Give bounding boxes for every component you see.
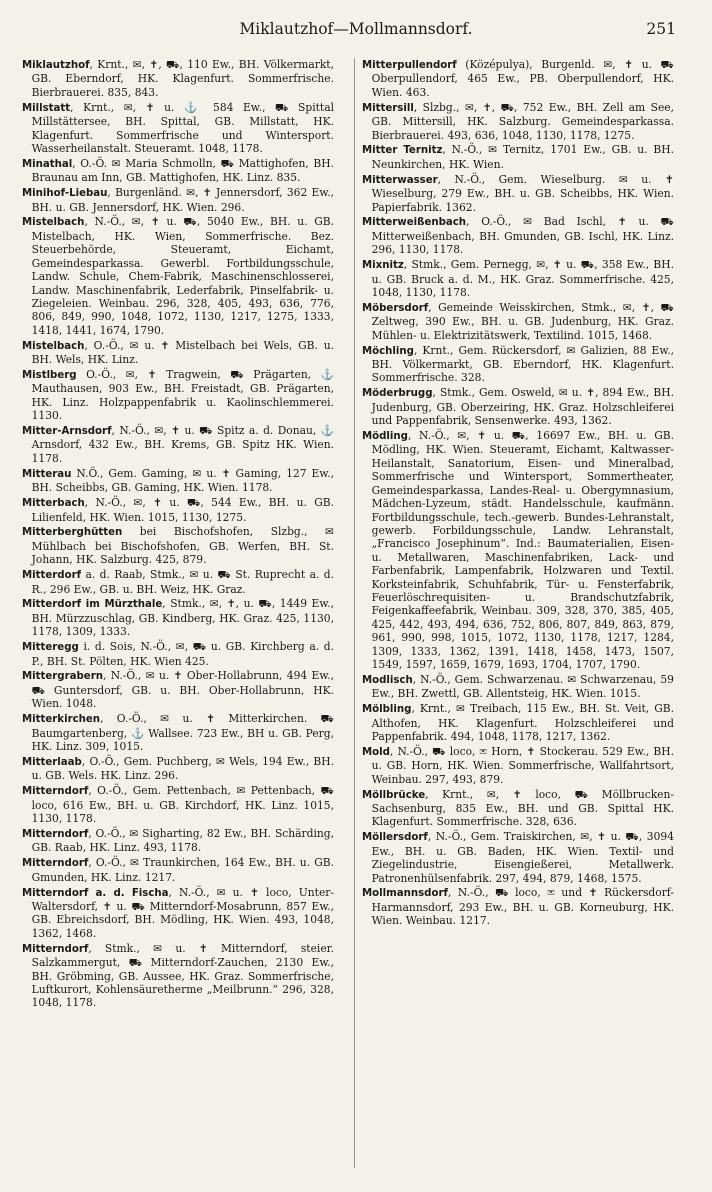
gazetteer-entry [22, 101, 334, 156]
entry-description: (Középulya), Burgenld. ✉, ✝ u. ⛟ Oberpullendorf, 465 Ew., PB. Oberpullendorf, HK. Wien. 463. [371, 58, 674, 99]
entry-description: a. d. Raab, Stmk., ✉ u. ⛟ St. Ruprecht a. d. R., 296 Ew., GB. u. BH. Weiz, HK. Graz. [31, 568, 334, 596]
gazetteer-entry [22, 712, 334, 753]
entry-place-name: Millstatt [22, 102, 71, 114]
gazetteer-entry [362, 101, 674, 142]
gazetteer-entry [362, 886, 674, 927]
gazetteer-entry [22, 640, 334, 668]
entry-description: bei Bischofshofen, Slzbg., ✉ Mühlbach bei Bischofshofen, GB. Werfen, BH. St. Johann, HK. Salzburg. 425, 879. [31, 525, 334, 567]
left-column [22, 58, 334, 1011]
page-header [36, 14, 676, 44]
entry-place-name: Mittergrabern [22, 671, 103, 683]
entry-place-name: Mitterdorf im Mürzthale [22, 599, 163, 611]
entry-place-name: Mitter Ternitz [362, 145, 443, 157]
entry-place-name: Mitterau [22, 468, 72, 480]
gazetteer-entry [22, 467, 334, 495]
entry-place-name: Minathal [22, 158, 73, 170]
entry-place-name: Mitterbach [22, 498, 85, 510]
entry-description: , O.-Ö., ✉ u. ✝ Mistelbach bei Wels, GB. u. BH. Wels, HK. Linz. [31, 338, 334, 367]
entry-description: , O.-Ö., ✉ u. ✝ Mitterkirchen. ⛟ Baumgartenberg, ⚓ Wallsee. 723 Ew., BH u. GB. Perg, HK. Linz. 309, 1015. [31, 712, 334, 753]
entry-place-name: Möllbrücke [362, 789, 426, 801]
gazetteer-entry [22, 157, 334, 185]
entry-place-name: Möderbrugg [362, 388, 433, 400]
entry-description: , Gemeinde Weisskirchen, Stmk., ✉, ✝, ⛟ Zeltweg, 390 Ew., BH. u. GB. Judenburg, HK. Graz. Mühlen- u. Elektrizitätswerk, Textilind. 1015, 1468. [371, 300, 674, 342]
entry-description: , N.-Ö., Gem. Traiskirchen, ✉, ✝ u. ⛟, 3094 Ew., BH. u. GB. Baden, HK. Wien. Textil- und Ziegelindustrie, Eisengießerei, Metallwerk. Patronenhülsenfabrik. 297, 494, 879, 1468, 1575. [371, 830, 674, 885]
entry-description: , O.-Ö., ✉ Traunkirchen, 164 Ew., BH. u. GB. Gmunden, HK. Linz. 1217. [31, 856, 334, 884]
entry-place-name: Modlisch [362, 674, 413, 686]
gazetteer-entry [362, 386, 674, 427]
gazetteer-entry [362, 830, 674, 885]
entry-description: , Burgenländ. ✉, ✝ Jennersdorf, 362 Ew., BH. u. GB. Jennersdorf, HK. Wien. 296. [31, 186, 334, 214]
entry-place-name: Mitterkirchen [22, 714, 101, 726]
entry-description: , Stmk., ✉, ✝, u. ⛟, 1449 Ew., BH. Mürzzuschlag, GB. Kindberg, HK. Graz. 425, 1130, 1178, 1309, 1333. [31, 597, 335, 639]
entry-description: , N.-Ö., ✉, ✝ u. ⛟, 544 Ew., BH. u. GB. Lilienfeld, HK. Wien. 1015, 1130, 1275. [31, 496, 334, 524]
entry-description: N.Ö., Gem. Gaming, ✉ u. ✝ Gaming, 127 Ew., BH. Scheibbs, GB. Gaming, HK. Wien. 1178. [31, 466, 334, 495]
entry-description: , O.-Ö., ✉ Sigharting, 82 Ew., BH. Schärding, GB. Raab, HK. Linz. 493, 1178. [31, 826, 334, 855]
gazetteer-entry [362, 215, 674, 256]
gazetteer-entry [22, 856, 334, 884]
entry-description: , N.-Ö., ⛟ loco, ✉ Horn, ✝ Stockerau. 529 Ew., BH. u. GB. Horn, HK. Wien. Sommerfrische, Wallfahrtsort, Weinbau. 297, 493, 879. [371, 744, 674, 786]
gazetteer-entry [22, 784, 334, 825]
entry-place-name: Mödling [362, 431, 408, 443]
gazetteer-entry [22, 424, 334, 465]
entry-description: , Stmk., Gem. Pernegg, ✉, ✝ u. ⛟, 358 Ew., BH. u. GB. Bruck a. d. M., HK. Graz. Sommerfrische. 425, 1048, 1130, 1178. [371, 258, 674, 299]
entry-place-name: Mitteregg [22, 642, 79, 654]
column-divider [354, 58, 355, 1168]
entry-place-name: Mitterdorf [22, 570, 82, 582]
gazetteer-entry [362, 143, 674, 171]
entry-description: , O.-Ö., ✉ Bad Ischl, ✝ u. ⛟ Mitterweißenbach, BH. Gmunden, GB. Ischl, HK. Linz. 296, 1130, 1178. [371, 215, 674, 257]
entry-description: , Krnt., ✉ Treibach, 115 Ew., BH. St. Veit, GB. Althofen, HK. Klagenfurt. Holzschleiferei und Pappenfabrik. 494, 1048, 1178, 1217, 1362. [371, 702, 674, 743]
entry-description: , N.-Ö., ✉, ✝ u. ⛟ Spitz a. d. Donau, ⚓ Arnsdorf, 432 Ew., BH. Krems, GB. Spitz HK. Wien. 1178. [31, 424, 334, 465]
entry-place-name: Möbersdorf [362, 302, 429, 314]
entry-description: , Krnt., ✉, ✝ u. ⚓ 584 Ew., ⛟ Spittal Millstättersee, BH. Spittal, GB. Millstatt, HK. Klagenfurt. Sommerfrische und Wintersport. Wasserheilanstalt. Steueramt. 1048, 1178. [31, 100, 334, 155]
entry-description: , N.-Ö., ✉, ✝ u. ⛟, 5040 Ew., BH. u. GB. Mistelbach, HK. Wien, Sommerfrische. Bez. Steuerbehörde, Steueramt, Eichamt, Gemeindesparkassa. Gewerbl. Fortbildungsschule, Landw. Schule, Chem-Fabrik, Maschinenschlosserei, Landw. Maschinenfabrik, Lederfabrik, Pinselfabrik- u. Ziegeleien. Weinbau. 296, 328, 405, 493, 636, 776, 806, 849, 990, 1048, 1072, 1130, 1217, 1275, 1333, 1418, 1441, 1674, 1790. [31, 215, 334, 337]
entry-description: , N.-Ö., ⛟ loco, ✉ und ✝ Rückersdorf-Harmannsdorf, 293 Ew., BH. u. GB. Korneuburg, HK. Wien. Weinbau. 1217. [371, 886, 674, 928]
entry-description: , O.-Ö. ✉ Maria Schmolln, ⛟ Mattighofen, BH. Braunau am Inn, GB. Mattighofen, HK. Linz. 835. [31, 156, 334, 185]
gazetteer-entry [22, 942, 334, 1010]
gazetteer-entry [22, 186, 334, 214]
entry-place-name: Mitterndorf [22, 828, 89, 840]
entry-description: , O.-Ö., Gem. Pettenbach, ✉ Pettenbach, ⛟ loco, 616 Ew., BH. u. GB. Kirchdorf, HK. Linz. 1015, 1130, 1178. [31, 784, 334, 826]
entry-place-name: Mold [362, 746, 390, 758]
entry-description: , Krnt., ✉, ✝ loco, ⛟ Möllbrucken-Sachsenburg, 835 Ew., BH. und GB. Spittal HK. Klagenfurt. Sommerfrische. 328, 636. [371, 787, 674, 829]
running-title: Miklautzhof—Mollmannsdorf. [239, 20, 473, 38]
entry-place-name: Möchling [362, 345, 414, 357]
gazetteer-entry [22, 669, 334, 710]
entry-place-name: Mistelbach [22, 217, 85, 229]
page-number: 251 [646, 20, 676, 38]
entry-place-name: Mitterlaab [22, 756, 82, 768]
gazetteer-entry [22, 368, 334, 423]
gazetteer-entry [362, 788, 674, 829]
entry-description: , Slzbg., ✉, ✝, ⛟, 752 Ew., BH. Zell am See, GB. Mittersill, HK. Salzburg. Gemeindesparkassa. Bierbrauerei. 493, 636, 1048, 1130, 1178, 1275. [371, 100, 674, 142]
entry-place-name: Mitterndorf [22, 786, 89, 798]
entry-place-name: Minihof-Liebau [22, 188, 108, 200]
gazetteer-entry [362, 745, 674, 786]
entry-description: , N.-Ö., ✉ Ternitz, 1701 Ew., GB. u. BH. Neunkirchen, HK. Wien. [371, 143, 675, 171]
gazetteer-entry [22, 339, 334, 367]
entry-description: , N.-Ö., ✉ u. ✝ loco, Unter-Waltersdorf, ✝ u. ⛟ Mitterndorf-Mosabrunn, 857 Ew., GB. Ebreichsdorf, BH. Mödling, HK. Wien. 493, 1048, 1362, 1468. [31, 885, 334, 940]
entry-description: , N.-Ö., ✉, ✝ u. ⛟, 16697 Ew., BH. u. GB. Mödling, HK. Wien. Steueramt, Eichamt, Kaltwasser-Heilanstalt, Sanatorium, Eisen- und Mineralbad, Sommerfrische und Wintersport, Sommertheater, Gemeindesparkassa, Landes-Real- u. Obergymnasium, Mädchen-Lyzeum, städt. Handelsschule, kaufmänn. Fortbildungsschule, tech.-gewerb. Bundes-Lehranstalt, gewerb. Forbildungsschule, Landw. Lehranstalt, „Francisco Josephinum“. Ind.: Baumaterialien, Eisen- u. Metallwaren, Maschinenfabriken, Lack- und Farbenfabrik, Lampenfabrik, Holzwaren und Textil. Korksteinfabrik, Schuhfabrik, Tür- u. Fensterfabrik, Feuerlöschrequisiten- u. Brandschutzfabrik, Feigenkaffeefabrik, Weinbau. 309, 328, 370, 385, 405, 425, 442, 493, 494, 636, 752, 806, 807, 849, 863, 879, 961, 990, 998, 1015, 1072, 1130, 1178, 1217, 1284, 1309, 1333, 1362, 1391, 1418, 1458, 1473, 1507, 1549, 1597, 1659, 1679, 1693, 1704, 1707, 1790. [371, 429, 674, 671]
entry-place-name: Möllersdorf [362, 832, 428, 844]
gazetteer-entry [362, 702, 674, 743]
right-column [362, 58, 674, 929]
entry-description: , O.-Ö., Gem. Puchberg, ✉ Wels, 194 Ew., BH. u. GB. Wels. HK. Linz. 296. [31, 754, 334, 783]
entry-place-name: Miklautzhof [22, 60, 90, 71]
gazetteer-entry [22, 525, 334, 566]
gazetteer-entry [22, 58, 334, 99]
entry-place-name: Mitterwasser [362, 174, 438, 186]
gazetteer-entry [22, 827, 334, 855]
gazetteer-entry [362, 429, 674, 671]
gazetteer-entry [22, 568, 334, 596]
gazetteer-entry [362, 258, 674, 299]
gazetteer-entry [22, 755, 334, 783]
entry-place-name: Mistlberg [22, 369, 77, 381]
entry-place-name: Mölbling [362, 704, 412, 716]
gazetteer-entry [22, 496, 334, 524]
entry-place-name: Mitterpullendorf [362, 60, 457, 71]
gazetteer-entry [22, 597, 334, 638]
gazetteer-entry [362, 58, 674, 99]
entry-place-name: Mixnitz [362, 260, 404, 272]
entry-place-name: Mitterndorf a. d. Fischa [22, 887, 169, 899]
gazetteer-entry [362, 301, 674, 342]
entry-description: , Stmk., Gem. Osweld, ✉ u. ✝, 894 Ew., BH. Judenburg, GB. Oberzeiring, HK. Graz. Holzschleiferei und Pappenfabrik, Sensenwerke. 493, 1362. [371, 386, 674, 428]
entry-place-name: Mitterberghütten [22, 527, 123, 539]
entry-place-name: Mitterndorf [22, 943, 89, 955]
entry-description: , Stmk., ✉ u. ✝ Mitterndorf, steier. Salzkammergut, ⛟ Mitterndorf-Zauchen, 2130 Ew., BH. Gröbming, GB. Aussee, HK. Graz. Sommerfrische, Luftkurort, Kohlensäuretherme „Meilbrunn.“ 296, 328, 1048, 1178. [31, 941, 334, 1010]
entry-place-name: Mittersill [362, 102, 414, 114]
entry-description: , Krnt., Gem. Rückersdorf, ✉ Galizien, 88 Ew., BH. Völkermarkt, GB. Eberndorf, HK. Klagenfurt. Sommerfrische. 328. [371, 343, 674, 385]
entry-place-name: Mitter-Arnsdorf [22, 426, 112, 438]
gazetteer-entry [362, 173, 674, 214]
entry-description: i. d. Sois, N.-Ö., ✉, ⛟ u. GB. Kirchberg a. d. P., BH. St. Pölten, HK. Wien 425. [31, 640, 334, 668]
entry-description: , N.-Ö., ✉ u. ✝ Ober-Hollabrunn, 494 Ew., ⛟ Guntersdorf, GB. u. BH. Ober-Hollabrunn, HK. Wien. 1048. [31, 669, 334, 711]
gazetteer-entry [22, 886, 334, 941]
entry-place-name: Mitterweißenbach [362, 217, 467, 229]
gazetteer-entry [362, 673, 674, 701]
gazetteer-entry [362, 344, 674, 385]
entry-description: O.-Ö., ✉, ✝ Tragwein, ⛟ Prägarten, ⚓ Mauthausen, 903 Ew., BH. Freistadt, GB. Prägarten, HK. Linz. Holzpappenfabrik u. Kaolinschlemmerei. 1130. [31, 367, 334, 423]
gazetteer-entry [22, 215, 334, 337]
entry-description: , Krnt., ✉, ✝, ⛟, 110 Ew., BH. Völkermarkt, GB. Eberndorf, HK. Klagenfurt. Sommerfrische. Bierbrauerei. 835, 843. [31, 58, 334, 99]
entry-place-name: Mistelbach [22, 340, 85, 352]
entry-description: , N.-Ö., Gem. Wieselburg. ✉ u. ✝ Wieselburg, 279 Ew., BH. u. GB. Scheibbs, HK. Wien. Papierfabrik. 1362. [371, 172, 674, 214]
entry-description: , N.-Ö., Gem. Schwarzenau. ✉ Schwarzenau, 59 Ew., BH. Zwettl, GB. Allentsteig, HK. Wien. 1015. [371, 672, 674, 701]
entry-place-name: Mollmannsdorf [362, 888, 448, 900]
entry-place-name: Mitterndorf [22, 858, 89, 870]
